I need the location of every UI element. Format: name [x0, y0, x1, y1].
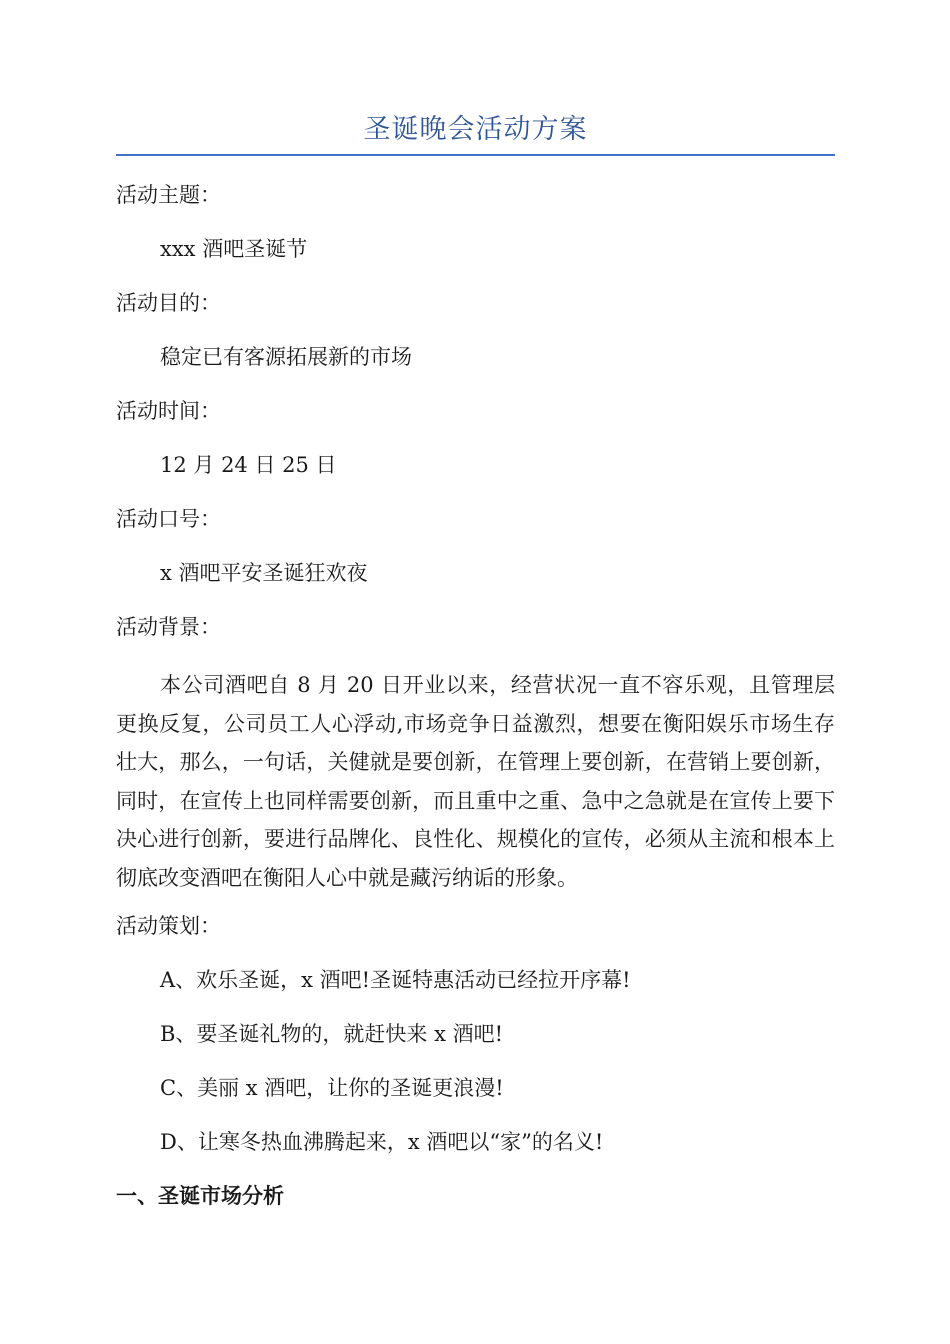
planning-item: A、欢乐圣诞，x 酒吧!圣诞特惠活动已经拉开序幕!	[160, 968, 631, 992]
slogan-value: x 酒吧平安圣诞狂欢夜	[160, 561, 368, 585]
time-value: 12 月 24 日 25 日	[160, 453, 337, 477]
planning-item: C、美丽 x 酒吧，让你的圣诞更浪漫!	[160, 1076, 504, 1100]
time-label: 活动时间：	[116, 399, 221, 423]
background-label: 活动背景：	[116, 615, 221, 639]
theme-value: xxx 酒吧圣诞节	[160, 237, 308, 261]
title-underline	[116, 154, 835, 156]
slogan-label: 活动口号：	[116, 507, 221, 531]
purpose-value: 稳定已有客源拓展新的市场	[160, 345, 412, 369]
planning-item: B、要圣诞礼物的，就赶快来 x 酒吧!	[160, 1022, 504, 1046]
document-title: 圣诞晚会活动方案	[363, 114, 588, 145]
theme-label: 活动主题：	[116, 183, 221, 207]
purpose-label: 活动目的：	[116, 291, 221, 315]
planning-label: 活动策划：	[116, 914, 221, 938]
planning-item: D、让寒冬热血沸腾起来，x 酒吧以“家”的名义!	[160, 1130, 604, 1154]
section-heading: 一、圣诞市场分析	[116, 1184, 284, 1208]
background-paragraph: 本公司酒吧自 8 月 20 日开业以来，经营状况一直不容乐观，且管理层更换反复，公司员工人心浮动,市场竞争日益激烈，想要在衡阳娱乐市场生存壮大，那么，一句话，关健就是要创新，在管理上要创新，在营销上要创新，同时，在宣传上也同样需要创新，而且重中之重、急中之急就是在宣传上要下决心进行创新，要进行品牌化、良性化、规模化的宣传，必须从主流和根本上彻底改变酒吧在衡阳人心中就是藏污纳诟的形象。	[116, 673, 835, 890]
